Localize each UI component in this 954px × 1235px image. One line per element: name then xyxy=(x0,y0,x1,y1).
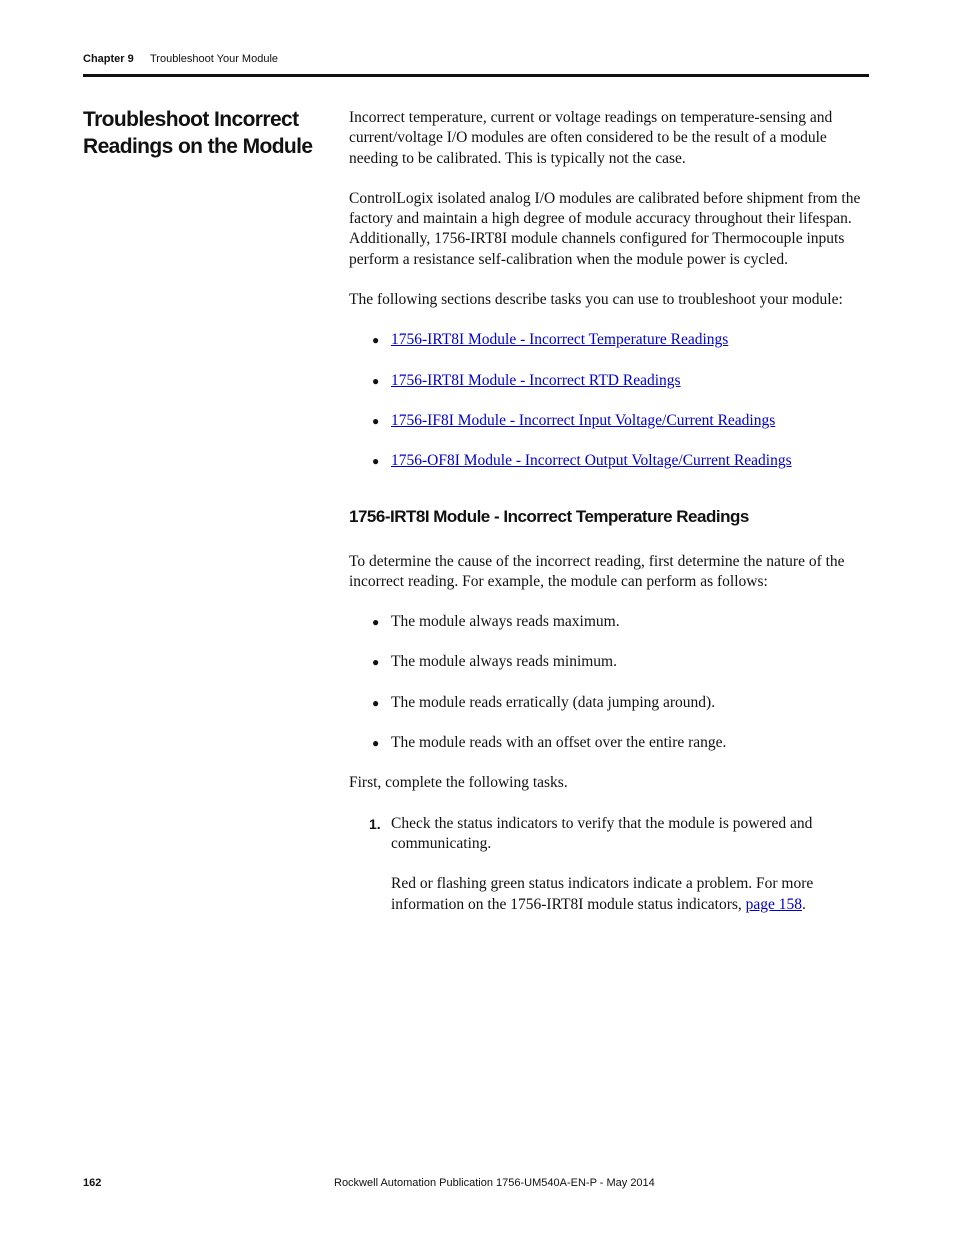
list-item xyxy=(349,371,869,391)
step-note-suffix: . xyxy=(802,895,806,913)
bullet-icon: ● xyxy=(372,655,380,670)
section-title-line2: Readings on the Module xyxy=(83,135,313,158)
step-note xyxy=(391,874,869,915)
link-page-158[interactable]: page 158 xyxy=(745,895,803,913)
intro-paragraph-3: The following sections describe tasks you can use to troubleshoot your module: xyxy=(349,291,843,309)
step-note-text: Red or flashing green status indicators indicate a problem. For more information on the 1756-IRT8I module status indicators, xyxy=(391,875,814,913)
bullet-icon: ● xyxy=(372,413,380,428)
bullet-icon: ● xyxy=(372,333,380,348)
list-item xyxy=(349,330,869,350)
section-title xyxy=(83,106,323,160)
subsection-paragraph-1: To determine the cause of the incorrect reading, first determine the nature of the incorrect reading. For example, the module can perform as follows: xyxy=(349,552,845,590)
step-text: Check the status indicators to verify that the module is powered and communicating. xyxy=(391,814,813,852)
subsection-paragraph-2: First, complete the following tasks. xyxy=(349,774,568,792)
behavior-text: The module reads erratically (data jumping around). xyxy=(391,693,716,711)
intro-paragraph-1: Incorrect temperature, current or voltage readings on temperature-sensing and current/voltage I/O modules are often considered to be the result of a module needing to be calibrated. This is typically not the case. xyxy=(349,109,833,167)
page-number: 162 xyxy=(83,1177,102,1189)
publication-info: Rockwell Automation Publication 1756-UM540A-EN-P - May 2014 xyxy=(334,1177,655,1189)
bullet-icon: ● xyxy=(372,736,380,751)
section-links-list xyxy=(349,330,869,471)
intro-paragraph-2: ControlLogix isolated analog I/O modules are calibrated before shipment from the factory and maintain a high degree of module accuracy throughout their lifespan. Additionally, 1756-IRT8I module channels configured for Thermocouple inputs perform a resistance self-calibration when the module power is cycled. xyxy=(349,189,861,268)
section-title-line1: Troubleshoot Incorrect xyxy=(83,108,299,131)
list-item xyxy=(349,652,869,672)
main-content xyxy=(349,108,869,935)
link-irt8i-temperature[interactable]: 1756-IRT8I Module - Incorrect Temperature Readings xyxy=(391,331,729,349)
chapter-label: Chapter 9 xyxy=(83,53,134,65)
list-item xyxy=(349,451,869,471)
subsection-title: 1756-IRT8I Module - Incorrect Temperature Readings xyxy=(349,506,749,526)
bullet-icon: ● xyxy=(372,454,380,469)
step-item xyxy=(349,814,869,915)
list-item xyxy=(349,411,869,431)
list-item xyxy=(349,693,869,713)
bullet-icon: ● xyxy=(372,615,380,630)
bullet-icon: ● xyxy=(372,695,380,710)
header-rule xyxy=(83,74,869,77)
step-number: 1. xyxy=(369,815,381,832)
link-irt8i-rtd[interactable]: 1756-IRT8I Module - Incorrect RTD Readings xyxy=(391,371,681,389)
bullet-icon: ● xyxy=(372,373,380,388)
task-steps xyxy=(349,814,869,915)
list-item xyxy=(349,733,869,753)
behavior-text: The module always reads minimum. xyxy=(391,653,617,671)
behavior-text: The module always reads maximum. xyxy=(391,613,620,631)
list-item xyxy=(349,612,869,632)
link-of8i-output[interactable]: 1756-OF8I Module - Incorrect Output Voltage/Current Readings xyxy=(391,452,792,470)
chapter-title: Troubleshoot Your Module xyxy=(150,53,279,65)
link-if8i-input[interactable]: 1756-IF8I Module - Incorrect Input Voltage/Current Readings xyxy=(391,411,776,429)
behavior-text: The module reads with an offset over the entire range. xyxy=(391,734,727,752)
behavior-list xyxy=(349,612,869,753)
